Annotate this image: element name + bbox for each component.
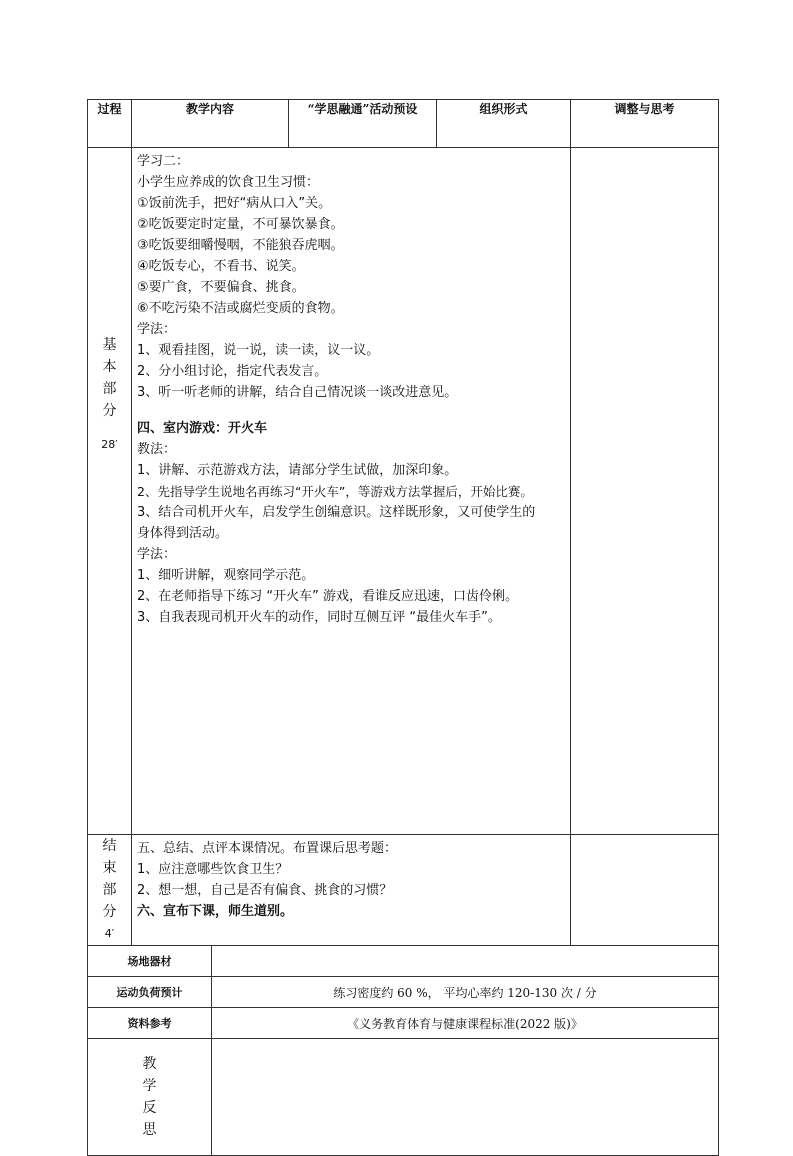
content-line: 五、总结、点评本课情况。布置课后思考题：: [137, 841, 398, 856]
content-line: 2、先指导学生说地名再练习“开火车”，等游戏方法掌握后，开始比赛。: [137, 484, 533, 499]
content-line: 小学生应养成的饮食卫生习惯：: [137, 175, 320, 190]
header-organization: 组织形式: [437, 100, 571, 148]
content-line: 身体得到活动。: [137, 526, 229, 541]
content-line: ②吃饭要定时定量，不可暴饮暴食。: [137, 217, 344, 232]
reference-label: 资料参考: [88, 1008, 212, 1039]
content-line: 3、听一听老师的讲解，结合自己情况谈一谈改进意见。: [137, 385, 458, 400]
basic-phase-label: 基 本 部 分 28′: [88, 148, 132, 835]
basic-adjust-cell: [571, 148, 719, 835]
ending-content: [132, 835, 571, 946]
ending-phase-label: 结 束 部 分 4′: [88, 835, 132, 946]
header-content: 教学内容: [132, 100, 289, 148]
ending-adjust-cell: [571, 835, 719, 946]
content-line: 2、分小组讨论，指定代表发言。: [137, 364, 328, 379]
reflection-value: [212, 1039, 719, 1156]
ending-final: 六、宣布下课，师生道别。: [137, 904, 294, 919]
content-line: ③吃饭要细嚼慢咽，不能狼吞虎咽。: [137, 238, 344, 253]
basic-content: [132, 148, 571, 835]
equipment-value: [212, 946, 719, 977]
content-line: ⑤要广食，不要偏食、挑食。: [137, 280, 305, 295]
game-title: 四、室内游戏：开火车: [137, 421, 268, 436]
content-line: ④吃饭专心，不看书、说笑。: [137, 259, 305, 274]
load-label: 运动负荷预计: [88, 977, 212, 1008]
reference-row: [88, 1008, 719, 1039]
lesson-plan-table: [87, 99, 719, 1156]
content-line: 1、讲解、示范游戏方法，请部分学生试做，加深印象。: [137, 463, 458, 478]
reflection-label: 教 学 反 思: [88, 1039, 212, 1156]
content-line: ⑥不吃污染不洁或腐烂变质的食物。: [137, 301, 344, 316]
content-line: 学法：: [137, 547, 177, 562]
content-line: 1、应注意哪些饮食卫生？: [137, 862, 289, 877]
reference-value: 《义务教育体育与健康课程标准(2022 版)》: [212, 1008, 719, 1039]
content-line: ①饭前洗手，把好“病从口入”关。: [137, 196, 332, 211]
basic-section-row: [88, 148, 719, 835]
equipment-label: 场地器材: [88, 946, 212, 977]
content-line: 学法：: [137, 322, 177, 337]
basic-time: 28′: [101, 438, 118, 451]
reflection-row: [88, 1039, 719, 1156]
content-line: 教法：: [137, 442, 177, 457]
header-row: [88, 100, 719, 148]
header-process: 过程: [88, 100, 132, 148]
content-line: 3、自我表现司机开火车的动作，同时互侧互评 “最佳火车手”。: [137, 610, 501, 625]
header-adjust: 调整与思考: [571, 100, 719, 148]
content-line: 2、想一想，自己是否有偏食、挑食的习惯？: [137, 883, 393, 898]
ending-section-row: [88, 835, 719, 946]
content-line: 1、观看挂图，说一说，读一读，议一议。: [137, 343, 380, 358]
content-line: 1、细听讲解，观察同学示范。: [137, 568, 315, 583]
equipment-row: [88, 946, 719, 977]
load-value: 练习密度约 60 %， 平均心率约 120-130 次 / 分: [212, 977, 719, 1008]
load-row: [88, 977, 719, 1008]
content-line: 2、在老师指导下练习 “开火车” 游戏，看谁反应迅速，口齿伶俐。: [137, 589, 519, 604]
content-line: 3、结合司机开火车，启发学生创编意识。这样既形象，又可使学生的: [137, 505, 536, 520]
ending-time: 4′: [104, 927, 115, 940]
content-line: 学习二：: [137, 154, 190, 169]
header-activity: “学思融通”活动预设: [289, 100, 437, 148]
